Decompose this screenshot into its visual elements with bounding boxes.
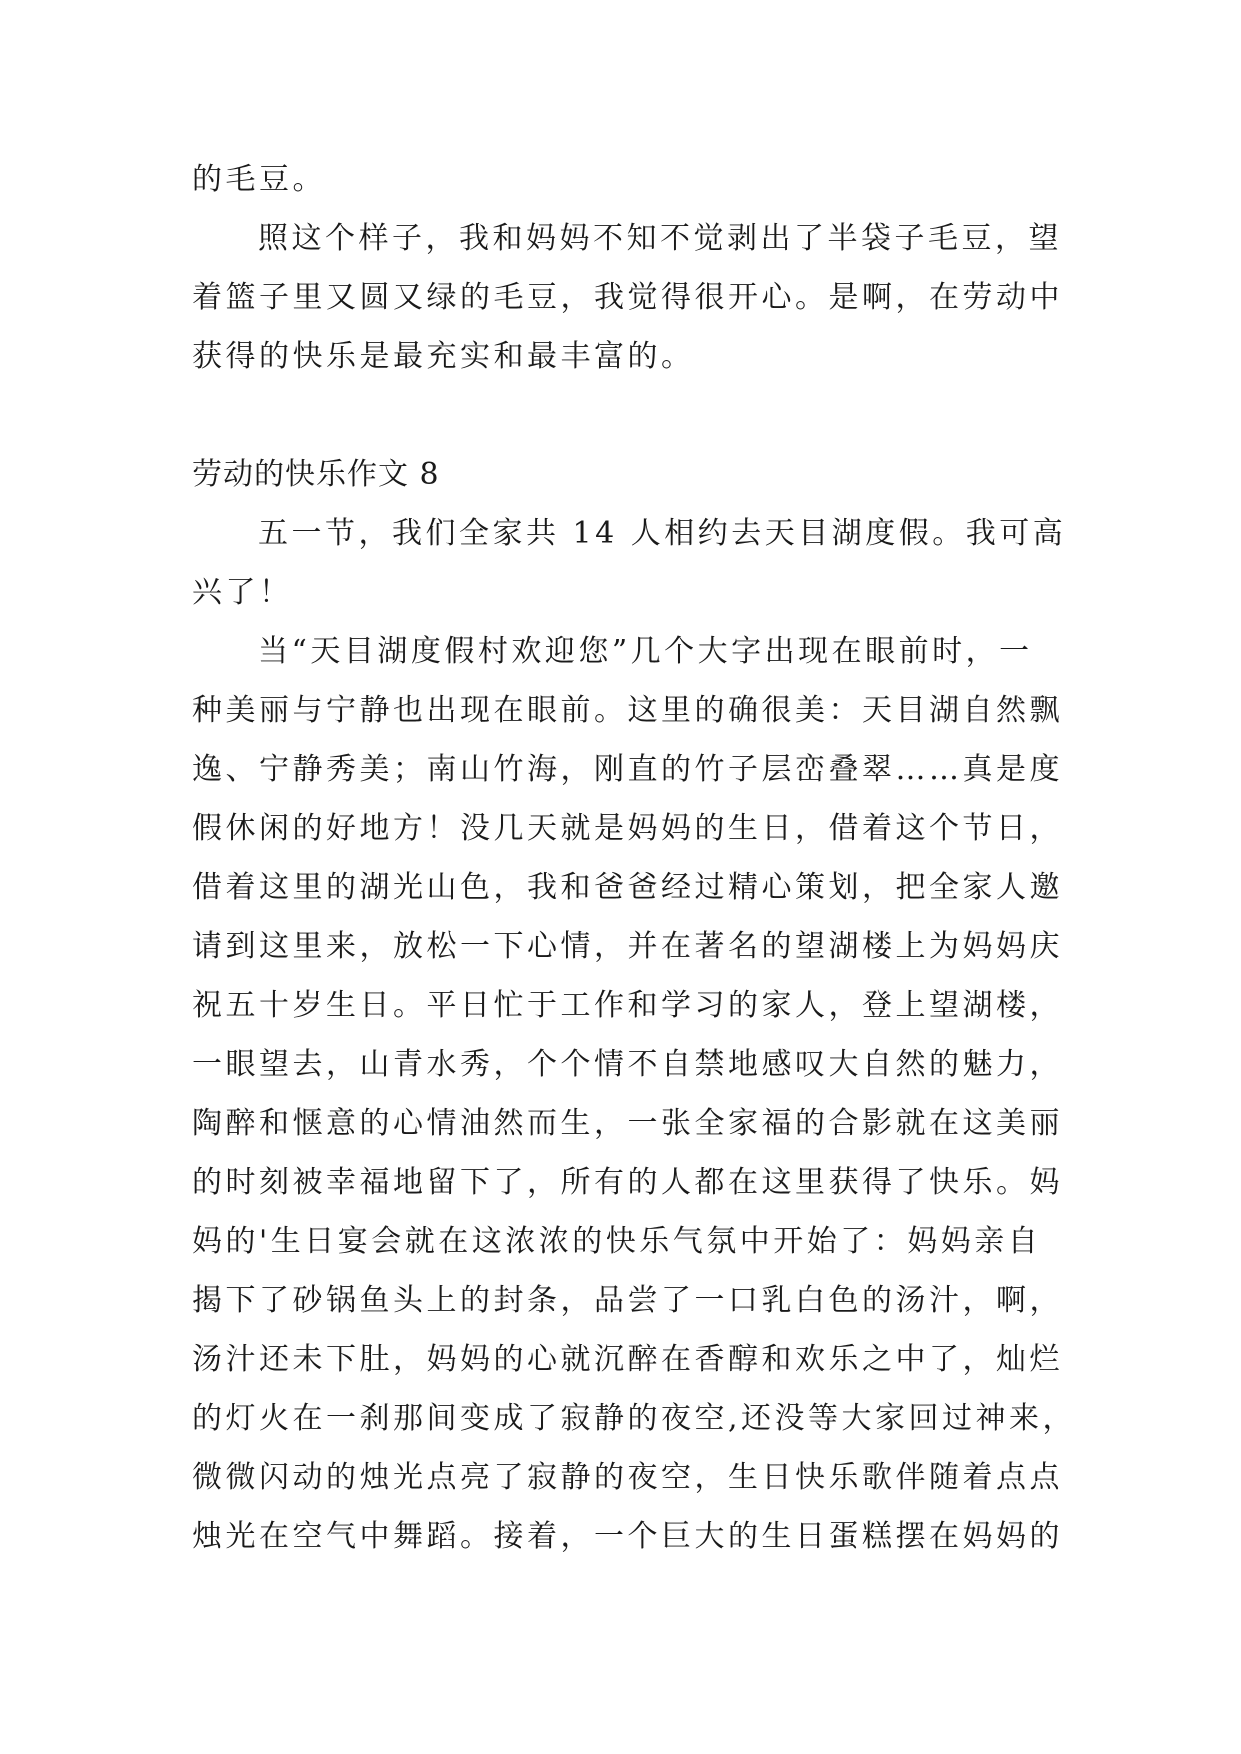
text-line: 着篮子里又圆又绿的毛豆，我觉得很开心。是啊，在劳动中: [192, 280, 1063, 315]
essay-title: 劳动的快乐作文 8: [192, 457, 440, 492]
text-line: 汤汁还未下肚，妈妈的心就沉醉在香醇和欢乐之中了，灿烂: [192, 1342, 1063, 1377]
text-line: 陶醉和惬意的心情油然而生，一张全家福的合影就在这美丽: [192, 1106, 1063, 1141]
document-page: [192, 150, 1077, 1566]
previous-essay-tail: [192, 150, 1052, 209]
previous-essay-final-paragraph: [192, 209, 1063, 386]
paragraph-1: [192, 504, 1067, 622]
text-line: 的灯火在一刹那间变成了寂静的夜空,还没等大家回过神来，: [192, 1401, 1077, 1436]
text-line: 祝五十岁生日。平日忙于工作和学习的家人，登上望湖楼，: [192, 988, 1063, 1023]
text-line: 借着这里的湖光山色，我和爸爸经过精心策划，把全家人邀: [192, 870, 1063, 905]
text-line: 获得的快乐是最充实和最丰富的。: [192, 339, 695, 374]
text-line: 的时刻被幸福地留下了，所有的人都在这里获得了快乐。妈: [192, 1165, 1063, 1200]
text-line: 照这个样子，我和妈妈不知不觉剥出了半袋子毛豆，望: [258, 221, 1062, 256]
text-line: 烛光在空气中舞蹈。接着，一个巨大的生日蛋糕摆在妈妈的: [192, 1519, 1063, 1554]
text-line: 当“天目湖度假村欢迎您”几个大字出现在眼前时，一: [258, 634, 1033, 669]
text-line: 兴了！: [192, 575, 293, 610]
paragraph-2: [192, 622, 1077, 1566]
section-gap: [192, 386, 1052, 445]
text-line: 假休闲的好地方！没几天就是妈妈的生日，借着这个节日，: [192, 811, 1063, 846]
text-line: 一眼望去，山青水秀，个个情不自禁地感叹大自然的魅力，: [192, 1047, 1063, 1082]
text-line: 微微闪动的烛光点亮了寂静的夜空，生日快乐歌伴随着点点: [192, 1460, 1063, 1495]
text-line: 五一节，我们全家共 14 人相约去天目湖度假。我可高: [258, 516, 1067, 551]
text-line: 种美丽与宁静也出现在眼前。这里的确很美：天目湖自然飘: [192, 693, 1063, 728]
text-line: 逸、宁静秀美；南山竹海，刚直的竹子层峦叠翠……真是度: [192, 752, 1063, 787]
text-line: 的毛豆。: [192, 162, 326, 197]
text-line: 揭下了砂锅鱼头上的封条，品尝了一口乳白色的汤汁，啊，: [192, 1283, 1063, 1318]
text-line: 请到这里来，放松一下心情，并在著名的望湖楼上为妈妈庆: [192, 929, 1063, 964]
text-line: 妈的'生日宴会就在这浓浓的快乐气氛中开始了：妈妈亲自: [192, 1224, 1042, 1259]
